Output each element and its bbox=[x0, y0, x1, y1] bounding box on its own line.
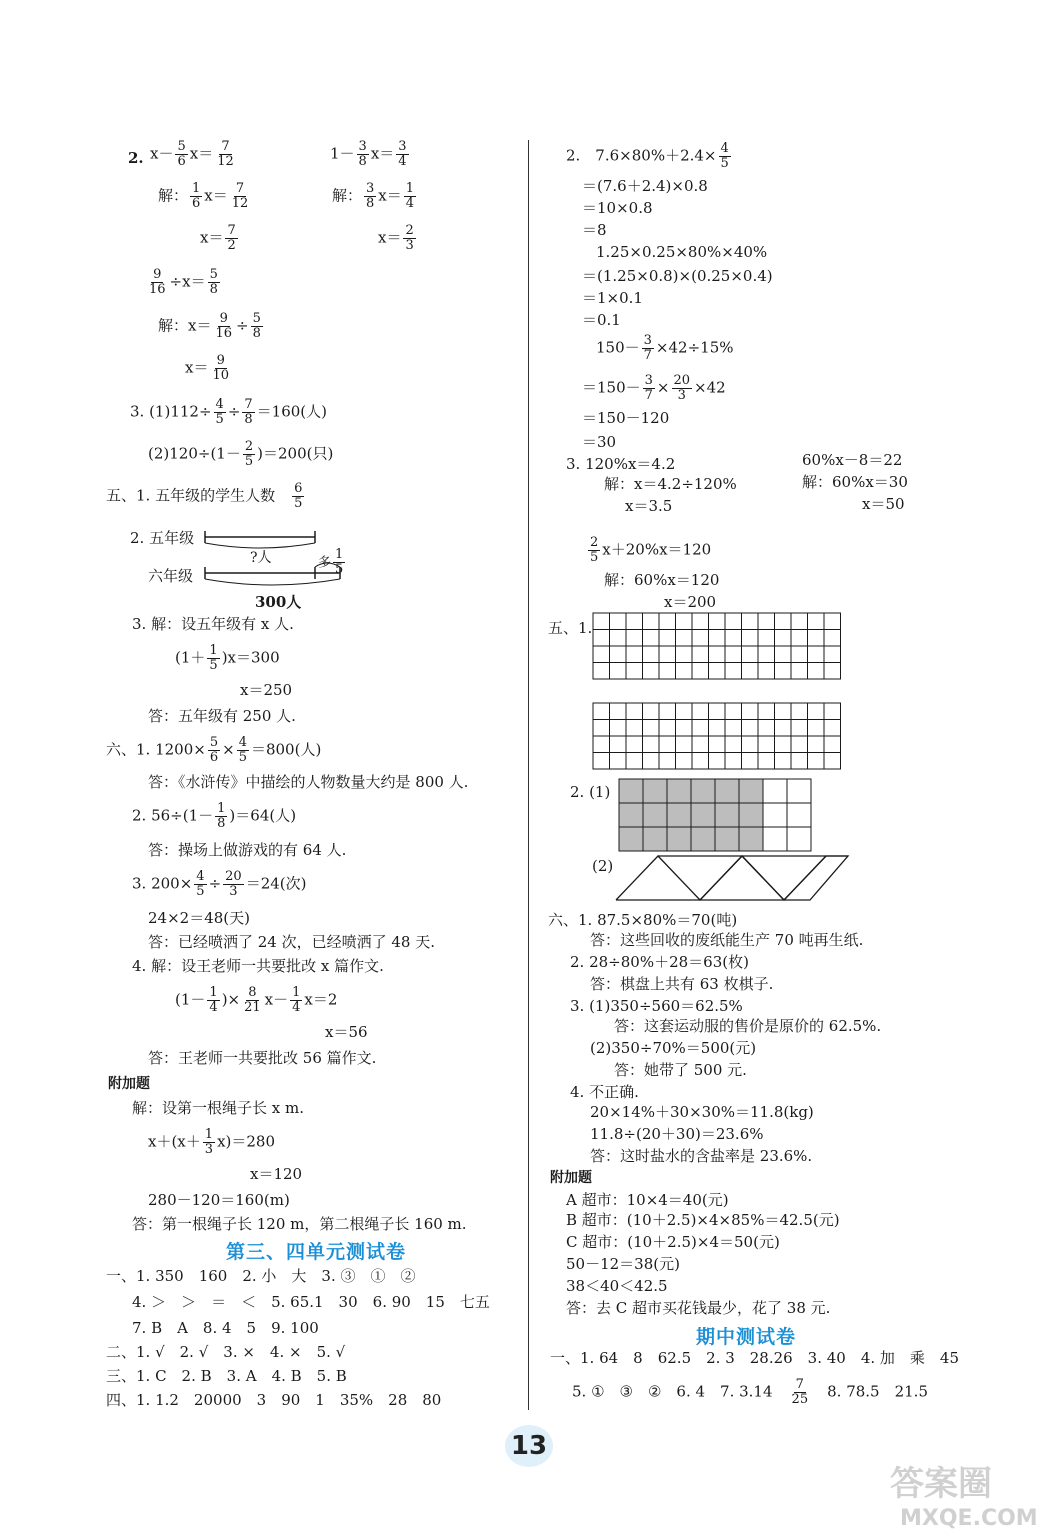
grid-cell bbox=[824, 736, 841, 753]
page-number: 13 bbox=[505, 1425, 553, 1467]
r2-i: ＝150－ $\frac{3}{7}$ × $\frac{20}{3}$ ×42 bbox=[582, 373, 726, 403]
rf-f: 答：去 C 超市买花钱最少，花了 38 元. bbox=[566, 1299, 831, 1317]
grid-cell bbox=[667, 803, 691, 827]
grid-cell bbox=[692, 720, 709, 737]
grid-cell bbox=[791, 663, 808, 680]
r3-a: 3. 120%x＝4.2 bbox=[566, 455, 676, 473]
t-line-5: 三、1. C 2. B 3. A 4. B 5. B bbox=[106, 1367, 347, 1385]
fujia-right: 附加题 bbox=[550, 1170, 592, 1186]
grid-cell bbox=[593, 630, 610, 647]
grid-cell bbox=[739, 803, 763, 827]
grid-cell bbox=[742, 720, 759, 737]
t-line-4: 二、1. √ 2. √ 3. × 4. × 5. √ bbox=[106, 1343, 346, 1361]
s5-3: 3. 解：设五年级有 x 人. bbox=[132, 615, 294, 633]
s6-4: 4. 解：设王老师一共要批改 x 篇作文. bbox=[132, 957, 384, 975]
grid-cell bbox=[667, 827, 691, 851]
grid-cell bbox=[659, 630, 676, 647]
grid-cell bbox=[787, 827, 811, 851]
grid-cell bbox=[691, 779, 715, 803]
grid-cell bbox=[593, 646, 610, 663]
grid-cell bbox=[808, 613, 825, 630]
grid-cell bbox=[610, 630, 627, 647]
grid-cell bbox=[659, 703, 676, 720]
s6-4-x: x＝56 bbox=[325, 1023, 368, 1041]
eq2-sol1: 解： $\frac{3}{8}$ x＝ $\frac{1}{4}$ bbox=[332, 181, 415, 211]
eq1: x－ $\frac{5}{6}$ x＝ $\frac{7}{12}$ bbox=[150, 139, 234, 169]
grid-cell bbox=[610, 720, 627, 737]
grid-cell bbox=[610, 663, 627, 680]
grid-cell bbox=[725, 703, 742, 720]
s5-2-q: ?人 bbox=[250, 550, 272, 566]
grid-cell bbox=[692, 663, 709, 680]
grid-cell bbox=[775, 613, 792, 630]
fj-b: 280－120＝160(m) bbox=[148, 1191, 290, 1209]
grid-cell bbox=[715, 779, 739, 803]
grid-cell bbox=[659, 646, 676, 663]
grid-cell bbox=[758, 736, 775, 753]
grid-cell bbox=[643, 613, 660, 630]
grid-cell bbox=[593, 703, 610, 720]
s6-3-ans: 答：已经喷洒了 24 次，已经喷洒了 48 天. bbox=[148, 933, 436, 951]
grid-cell bbox=[758, 630, 775, 647]
grid-cell bbox=[709, 630, 726, 647]
grid-cell bbox=[725, 630, 742, 647]
eq1-sol2: x＝ $\frac{7}{2}$ bbox=[200, 223, 236, 253]
eq2: 1－ $\frac{3}{8}$ x＝ $\frac{3}{4}$ bbox=[330, 139, 407, 169]
grid-cell bbox=[725, 613, 742, 630]
grid-cell bbox=[758, 720, 775, 737]
r2-d: 1.25×0.25×80%×40% bbox=[596, 243, 768, 261]
grid-cell bbox=[676, 736, 693, 753]
grid-cell bbox=[610, 613, 627, 630]
grid-cell bbox=[593, 753, 610, 770]
r6-2a: 答：棋盘上共有 63 枚棋子. bbox=[590, 975, 774, 993]
grid-cell bbox=[593, 736, 610, 753]
grid-cell bbox=[791, 630, 808, 647]
fujia-left: 附加题 bbox=[108, 1076, 150, 1092]
s5-1: 五、1. 五年级的学生人数 $\frac{6}{5}$ bbox=[106, 481, 303, 511]
grid-cell bbox=[709, 753, 726, 770]
grid-cell bbox=[643, 630, 660, 647]
r6-3c: 答：她带了 500 元. bbox=[614, 1061, 747, 1079]
grid-cell bbox=[758, 613, 775, 630]
r3-f: x＝50 bbox=[862, 495, 905, 513]
q3-1: 3. (1)112÷ $\frac{4}{5}$ ÷ $\frac{7}{8}$ ＝160(人) bbox=[130, 397, 328, 427]
r2-e: ＝(1.25×0.8)×(0.25×0.4) bbox=[582, 267, 773, 285]
s6-4-eq: (1－ $\frac{1}{4}$ )× $\frac{8}{21}$ x－ $\frac{1}{4}$ x＝2 bbox=[175, 985, 338, 1015]
fj-eq: x＋(x＋ $\frac{1}{3}$ x)＝280 bbox=[148, 1127, 276, 1157]
grid-cell bbox=[691, 827, 715, 851]
grid-cell bbox=[643, 736, 660, 753]
grid2-svg bbox=[592, 702, 842, 770]
t-line-1: 一、1. 350 160 2. 小 大 3. ③ ① ② bbox=[106, 1267, 416, 1285]
q3-2: (2)120÷(1－ $\frac{2}{5}$ )＝200(只) bbox=[148, 439, 334, 469]
grid-2 bbox=[592, 702, 842, 774]
grid-cell bbox=[593, 663, 610, 680]
r3-d: 60%x－8＝22 bbox=[802, 451, 903, 469]
grid-cell bbox=[626, 630, 643, 647]
grid-cell bbox=[824, 646, 841, 663]
r6-4c: 答：这时盐水的含盐率是 23.6%. bbox=[590, 1147, 813, 1165]
grid-cell bbox=[742, 646, 759, 663]
grid-cell bbox=[742, 630, 759, 647]
r5-1: 五、1. bbox=[548, 619, 593, 637]
r3-c: x＝3.5 bbox=[625, 497, 673, 515]
s5-3-x: x＝250 bbox=[240, 681, 293, 699]
grid-1 bbox=[592, 612, 842, 684]
r6-3a: 答：这套运动服的售价是原价的 62.5%. bbox=[614, 1017, 882, 1035]
grid-cell bbox=[692, 736, 709, 753]
m-line-1: 一、1. 64 8 62.5 2. 3 28.26 3. 40 4. 加 乘 45 bbox=[550, 1349, 960, 1367]
t-line-3: 7. B A 8. 4 5 9. 100 bbox=[132, 1319, 319, 1337]
s6-3: 3. 200× $\frac{4}{5}$ ÷ $\frac{20}{3}$ ＝24(次) bbox=[132, 869, 307, 899]
grid-cell bbox=[775, 720, 792, 737]
grid-cell bbox=[791, 720, 808, 737]
r6-3b: (2)350÷70%＝500(元) bbox=[590, 1039, 757, 1057]
grid-cell bbox=[709, 663, 726, 680]
grid-cell bbox=[659, 736, 676, 753]
grid-cell bbox=[742, 753, 759, 770]
grid-cell bbox=[763, 779, 787, 803]
r6-4b: 11.8÷(20＋30)＝23.6% bbox=[590, 1125, 764, 1143]
grid-cell bbox=[775, 703, 792, 720]
grid-cell bbox=[676, 663, 693, 680]
s6-1-ans: 答：《水浒传》中描绘的人物数量大约是 800 人. bbox=[148, 773, 469, 791]
r6-4a: 20×14%＋30×30%＝11.8(kg) bbox=[590, 1103, 814, 1121]
q2-label: 2. bbox=[128, 149, 144, 167]
grid-cell bbox=[808, 703, 825, 720]
rf-b: B 超市：(10＋2.5)×4×85%＝42.5(元) bbox=[566, 1211, 840, 1229]
t-line-6: 四、1. 1.2 20000 3 90 1 35% 28 80 bbox=[106, 1391, 442, 1409]
grid-cell bbox=[676, 630, 693, 647]
grid-cell bbox=[791, 753, 808, 770]
s6-1: 六、1. 1200× $\frac{5}{6}$ × $\frac{4}{5}$ ＝800(人) bbox=[106, 735, 322, 765]
eq1-sol1: 解： $\frac{1}{6}$ x＝ $\frac{7}{12}$ bbox=[158, 181, 249, 211]
s5-2-label: 2. 五年级 bbox=[130, 529, 195, 547]
grid-cell bbox=[626, 736, 643, 753]
r3-g: $\frac{2}{5}$ x＋20%x＝120 bbox=[590, 535, 712, 565]
r3-h: 解：60%x＝120 bbox=[604, 571, 720, 589]
grid-cell bbox=[824, 720, 841, 737]
grid-cell bbox=[610, 703, 627, 720]
r3-i: x＝200 bbox=[664, 593, 717, 611]
grid-3 bbox=[618, 778, 812, 856]
s6-4-ans: 答：王老师一共要批改 56 篇作文. bbox=[148, 1049, 377, 1067]
eq2-sol2: x＝ $\frac{2}{3}$ bbox=[378, 223, 414, 253]
grid-cell bbox=[742, 613, 759, 630]
grid-cell bbox=[709, 736, 726, 753]
s5-2-300: 300人 bbox=[255, 593, 302, 611]
grid-cell bbox=[715, 803, 739, 827]
grid-cell bbox=[791, 736, 808, 753]
r2-j: ＝150－120 bbox=[582, 409, 670, 427]
s5-2-six: 六年级 bbox=[148, 567, 194, 585]
r2-b: ＝10×0.8 bbox=[582, 199, 653, 217]
grid-cell bbox=[626, 753, 643, 770]
grid-cell bbox=[676, 753, 693, 770]
grid-cell bbox=[725, 753, 742, 770]
grid3-svg bbox=[618, 778, 812, 852]
grid-cell bbox=[715, 827, 739, 851]
grid-cell bbox=[643, 720, 660, 737]
grid-cell bbox=[691, 803, 715, 827]
grid-cell bbox=[643, 779, 667, 803]
fj-x: x＝120 bbox=[250, 1165, 303, 1183]
rf-e: 38＜40＜42.5 bbox=[566, 1277, 668, 1295]
s5-3-eq: (1＋ $\frac{1}{5}$ )x＝300 bbox=[175, 643, 280, 673]
grid-cell bbox=[775, 630, 792, 647]
r2-k: ＝30 bbox=[582, 433, 617, 451]
r2-f: ＝1×0.1 bbox=[582, 289, 643, 307]
grid-cell bbox=[725, 663, 742, 680]
s5-2-frac: 多 $\frac{1}{5}$ bbox=[318, 547, 344, 577]
grid-cell bbox=[692, 703, 709, 720]
grid-cell bbox=[659, 663, 676, 680]
grid-cell bbox=[667, 779, 691, 803]
section-title-midterm: 期中测试卷 bbox=[696, 1326, 797, 1348]
grid-cell bbox=[742, 663, 759, 680]
grid-cell bbox=[610, 736, 627, 753]
grid-cell bbox=[787, 803, 811, 827]
grid-cell bbox=[808, 630, 825, 647]
r5-2a: 2. (1) bbox=[570, 783, 611, 801]
grid-cell bbox=[775, 663, 792, 680]
r6-4: 4. 不正确. bbox=[570, 1083, 639, 1101]
grid-cell bbox=[692, 613, 709, 630]
grid-cell bbox=[626, 663, 643, 680]
grid-cell bbox=[626, 646, 643, 663]
grid-cell bbox=[742, 736, 759, 753]
grid-cell bbox=[824, 663, 841, 680]
grid-cell bbox=[808, 736, 825, 753]
grid-cell bbox=[709, 613, 726, 630]
s6-2-ans: 答：操场上做游戏的有 64 人. bbox=[148, 841, 347, 859]
grid-cell bbox=[676, 703, 693, 720]
grid-cell bbox=[824, 630, 841, 647]
grid-cell bbox=[709, 720, 726, 737]
watermark-logo bbox=[880, 1455, 1050, 1533]
r6-3: 3. (1)350÷560＝62.5% bbox=[570, 997, 743, 1015]
t-line-2: 4. ＞ ＞ ＝ ＜ 5. 65.1 30 6. 90 15 七五 bbox=[132, 1293, 490, 1311]
r2-h: 150－ $\frac{3}{7}$ ×42÷15% bbox=[596, 333, 734, 363]
column-divider bbox=[528, 140, 529, 1410]
eq3: $\frac{9}{16}$ ÷x＝ $\frac{5}{8}$ bbox=[149, 267, 218, 297]
triangle-strip bbox=[612, 852, 852, 904]
fj-ans: 答：第一根绳子长 120 m，第二根绳子长 160 m. bbox=[132, 1215, 467, 1233]
grid-cell bbox=[692, 646, 709, 663]
grid-cell bbox=[758, 703, 775, 720]
fj-1: 解：设第一根绳子长 x m. bbox=[132, 1099, 304, 1117]
r6-2: 2. 28÷80%＋28＝63(枚) bbox=[570, 953, 749, 971]
grid-cell bbox=[593, 613, 610, 630]
grid-cell bbox=[739, 779, 763, 803]
r2: 2. 7.6×80%＋2.4× $\frac{4}{5}$ bbox=[566, 141, 729, 171]
r5-2b: (2) bbox=[592, 857, 614, 875]
rf-d: 50－12＝38(元) bbox=[566, 1255, 680, 1273]
grid-cell bbox=[626, 613, 643, 630]
r6-1a: 答：这些回收的废纸能生产 70 吨再生纸. bbox=[590, 931, 864, 949]
grid-cell bbox=[758, 646, 775, 663]
r2-g: ＝0.1 bbox=[582, 311, 621, 329]
section-title-34: 第三、四单元测试卷 bbox=[226, 1241, 407, 1263]
grid-cell bbox=[610, 753, 627, 770]
svg-text:答案圈: 答案圈 bbox=[890, 1464, 992, 1504]
eq3-sol2: x＝ $\frac{9}{10}$ bbox=[185, 353, 230, 383]
grid-cell bbox=[763, 803, 787, 827]
grid-cell bbox=[725, 736, 742, 753]
grid-cell bbox=[775, 646, 792, 663]
grid-cell bbox=[758, 663, 775, 680]
grid-cell bbox=[643, 663, 660, 680]
grid-cell bbox=[676, 646, 693, 663]
eq3-sol1: 解：x＝ $\frac{9}{16}$ ÷ $\frac{5}{8}$ bbox=[158, 311, 261, 341]
s6-3-b: 24×2＝48(天) bbox=[148, 909, 250, 927]
grid-cell bbox=[791, 613, 808, 630]
grid-cell bbox=[626, 720, 643, 737]
svg-text:MXQE.COM: MXQE.COM bbox=[900, 1506, 1038, 1531]
r2-c: ＝8 bbox=[582, 221, 607, 239]
grid-cell bbox=[643, 803, 667, 827]
r2-a: ＝(7.6＋2.4)×0.8 bbox=[582, 177, 708, 195]
grid-cell bbox=[763, 827, 787, 851]
grid-cell bbox=[709, 646, 726, 663]
grid-cell bbox=[610, 646, 627, 663]
grid1-svg bbox=[592, 612, 842, 680]
grid-cell bbox=[725, 720, 742, 737]
r6-1: 六、1. 87.5×80%＝70(吨) bbox=[548, 911, 738, 929]
grid-cell bbox=[808, 753, 825, 770]
grid-cell bbox=[791, 703, 808, 720]
grid-cell bbox=[676, 613, 693, 630]
grid-cell bbox=[619, 803, 643, 827]
grid-cell bbox=[808, 663, 825, 680]
r3-e: 解：60%x＝30 bbox=[802, 473, 908, 491]
m-line-2: 5. ① ③ ② 6. 4 7. 3.14 $\frac{7}{25}$ 8. 78.5 21.5 bbox=[572, 1377, 928, 1407]
grid-cell bbox=[659, 753, 676, 770]
grid-cell bbox=[643, 827, 667, 851]
s6-2: 2. 56÷(1－ $\frac{1}{8}$ )＝64(人) bbox=[132, 801, 297, 831]
r3-b: 解：x＝4.2÷120% bbox=[604, 475, 737, 493]
s5-3-ans: 答：五年级有 250 人. bbox=[148, 707, 296, 725]
grid-cell bbox=[709, 703, 726, 720]
grid-cell bbox=[692, 630, 709, 647]
grid-cell bbox=[808, 646, 825, 663]
grid-cell bbox=[643, 703, 660, 720]
grid-cell bbox=[692, 753, 709, 770]
grid-cell bbox=[824, 753, 841, 770]
grid-cell bbox=[775, 753, 792, 770]
grid-cell bbox=[824, 613, 841, 630]
grid-cell bbox=[643, 646, 660, 663]
grid-cell bbox=[758, 753, 775, 770]
grid-cell bbox=[791, 646, 808, 663]
grid-cell bbox=[619, 827, 643, 851]
grid-cell bbox=[643, 753, 660, 770]
grid-cell bbox=[626, 703, 643, 720]
grid-cell bbox=[787, 779, 811, 803]
grid-cell bbox=[725, 646, 742, 663]
grid-cell bbox=[619, 779, 643, 803]
grid-cell bbox=[775, 736, 792, 753]
grid-cell bbox=[659, 720, 676, 737]
rf-a: A 超市：10×4＝40(元) bbox=[566, 1191, 729, 1209]
grid-cell bbox=[676, 720, 693, 737]
rf-c: C 超市：(10＋2.5)×4＝50(元) bbox=[566, 1233, 780, 1251]
grid-cell bbox=[659, 613, 676, 630]
grid-cell bbox=[593, 720, 610, 737]
grid-cell bbox=[742, 703, 759, 720]
grid-cell bbox=[808, 720, 825, 737]
grid-cell bbox=[824, 703, 841, 720]
grid-cell bbox=[739, 827, 763, 851]
